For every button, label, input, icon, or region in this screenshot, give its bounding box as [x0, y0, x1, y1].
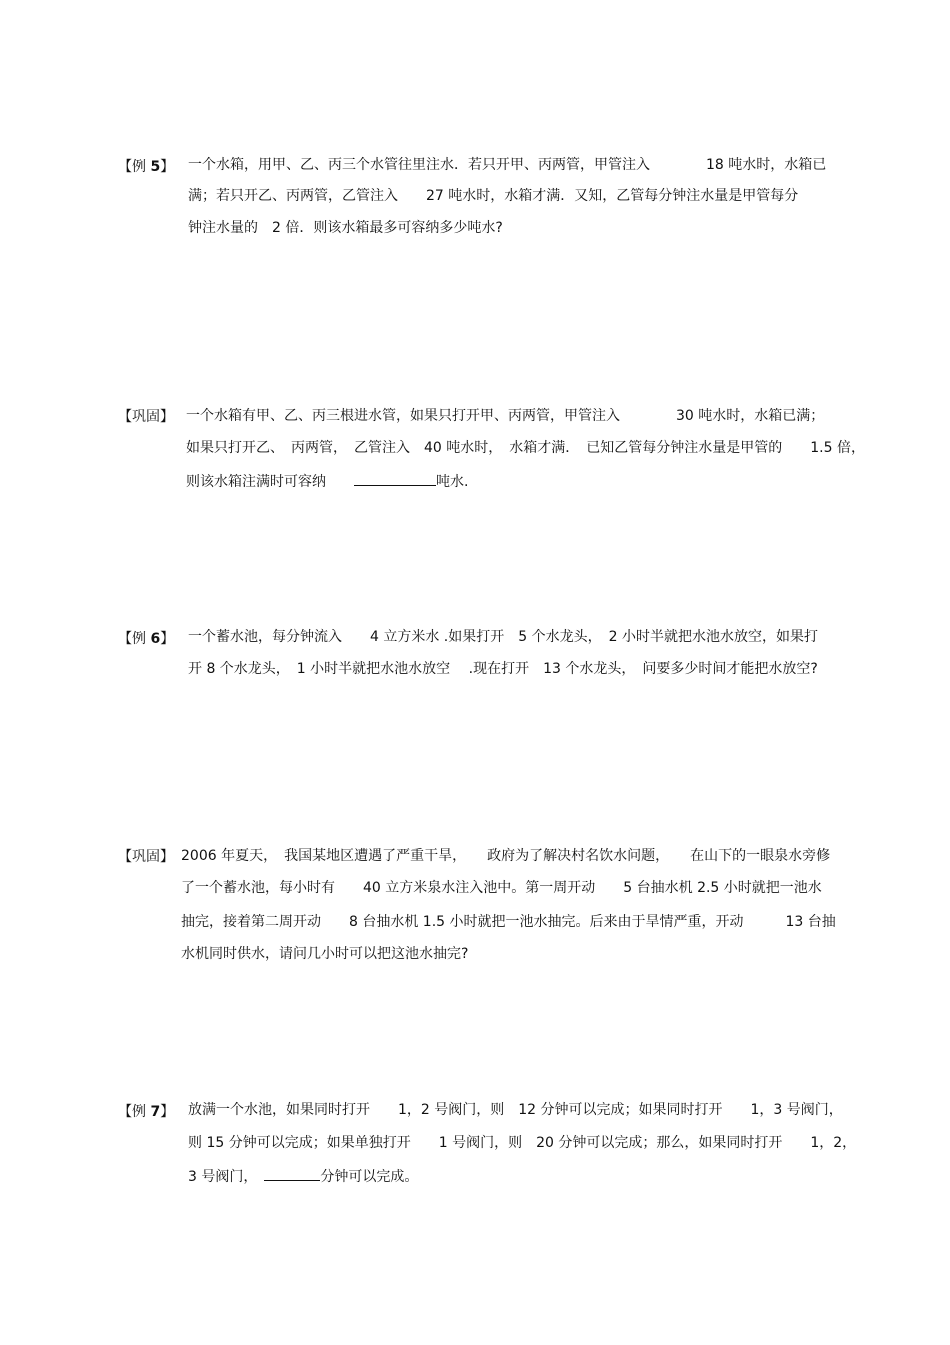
- problem-line: 开 8 个水龙头， 1 小时半就把水池水放空 .现在打开 13 个水龙头， 问要多少时间才能把水放空?: [188, 661, 818, 677]
- problem-line: 水机同时供水，请问几小时可以把这池水抽完?: [181, 946, 469, 962]
- label-number: 6: [150, 631, 161, 647]
- problem-line: 放满一个水池，如果同时打开 1，2 号阀门，则 12 分钟可以完成；如果同时打开 1，3 号阀门，: [188, 1102, 843, 1118]
- label-close: 】: [160, 159, 175, 175]
- line-tail: 吨水.: [436, 474, 469, 490]
- problem-line: 抽完，接着第二周开动 8 台抽水机 1.5 小时就把一池水抽完。后来由于旱情严重，开动 13 台抽: [181, 914, 836, 930]
- line-text: 3 号阀门，: [188, 1169, 265, 1185]
- problem-line: 一个水箱，用甲、乙、丙三个水管往里注水．若只开甲、丙两管，甲管注入 18 吨水时，水箱已: [188, 157, 827, 173]
- problem-label: 【巩固】: [118, 409, 174, 425]
- problem-line: 2006 年夏天， 我国某地区遭遇了严重干旱， 政府为了解决村名饮水问题， 在山下的一眼泉水旁修: [181, 848, 831, 864]
- line-tail: 分钟可以完成。: [320, 1169, 419, 1185]
- label-open: 【例: [118, 159, 146, 175]
- label-close: 】: [160, 631, 175, 647]
- label-open: 【例: [118, 1104, 146, 1120]
- problem-label: [118, 1101, 174, 1121]
- problem-line: 一个水箱有甲、乙、丙三根进水管，如果只打开甲、丙两管，甲管注入 30 吨水时，水箱已满；: [186, 408, 825, 424]
- problem-line-with-blank: [186, 471, 468, 492]
- problem-line: 了一个蓄水池，每小时有 40 立方米泉水注入池中。第一周开动 5 台抽水机 2.5 小时就把一池水: [181, 880, 822, 896]
- problem-label: 【巩固】: [118, 849, 174, 865]
- label-number: 7: [150, 1104, 161, 1120]
- problem-line: 满；若只开乙、丙两管，乙管注入 27 吨水时，水箱才满．又知，乙管每分钟注水量是甲管每分: [188, 188, 799, 204]
- problem-label: [118, 628, 174, 648]
- line-text: 则该水箱注满时可容纳: [186, 474, 354, 490]
- label-open: 【例: [118, 631, 146, 647]
- problem-line: 一个蓄水池，每分钟流入 4 立方米水 .如果打开 5 个水龙头， 2 小时半就把水池水放空，如果打: [188, 629, 818, 645]
- answer-blank: [354, 471, 436, 486]
- label-close: 】: [160, 1104, 175, 1120]
- problem-line: 如果只打开乙、 丙两管， 乙管注入 40 吨水时， 水箱才满． 已知乙管每分钟注水量是甲管的 1.5 倍，: [186, 440, 865, 456]
- label-number: 5: [150, 159, 161, 175]
- answer-blank: [264, 1166, 320, 1181]
- problem-line: 钟注水量的 2 倍．则该水箱最多可容纳多少吨水?: [188, 220, 503, 236]
- problem-line: 则 15 分钟可以完成；如果单独打开 1 号阀门，则 20 分钟可以完成；那么，如果同时打开 1，2，: [188, 1135, 857, 1151]
- problem-line-with-blank: [188, 1166, 418, 1187]
- problem-label: [118, 156, 174, 176]
